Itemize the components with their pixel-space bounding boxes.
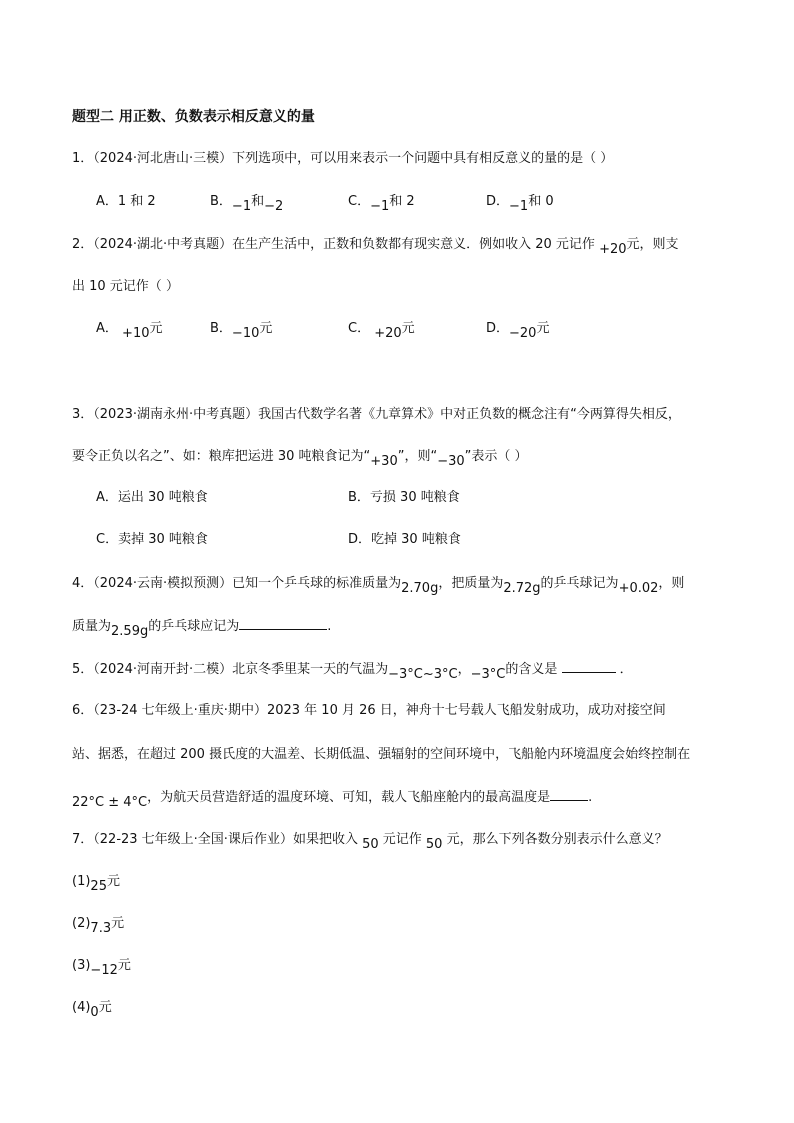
q3-option-b: B．亏损 30 吨粮食 xyxy=(348,490,460,505)
q1-option-d: D．−1和 0 xyxy=(486,194,554,214)
question-6-line-2: 站、据悉，在超过 200 摄氏度的大温差、长期低温、强辐射的空间环境中，飞船舱内环境温度会始终控制在 xyxy=(72,747,691,762)
question-4-line-2: 质量为2.59g的乒乓球应记为 . xyxy=(72,619,332,639)
answer-blank[interactable] xyxy=(239,617,327,630)
question-2-line-2: 出 10 元记作（ ） xyxy=(72,279,179,294)
section-title: 题型二 用正数、负数表示相反意义的量 xyxy=(72,109,315,125)
question-3-line-2: 要令正负以名之”、如：粮库把运进 30 吨粮食记为“+30”，则“−30”表示（ ） xyxy=(72,449,528,469)
q1-option-b: B．−1和−2 xyxy=(210,194,284,214)
question-3-line-1: 3．（2023·湖南永州·中考真题）我国古代数学名著《九章算术》中对正负数的概念注有“今两算得失相反， xyxy=(72,407,681,422)
answer-blank[interactable] xyxy=(550,788,588,801)
question-5: 5．（2024·河南开封·二模）北京冬季里某一天的气温为−3°C~3°C，−3°C的含义是 ． xyxy=(72,662,633,682)
q2-option-d: D．−20元 xyxy=(486,321,550,341)
question-6-line-3: 22°C ± 4°C，为航天员营造舒适的温度环境、可知，载人飞船座舱内的最高温度是 . xyxy=(72,790,593,810)
question-6-line-1: 6．（23-24 七年级上·重庆·期中）2023 年 10 月 26 日，神舟十七号载人飞船发射成功，成功对接空间 xyxy=(72,703,666,718)
q2-option-a: A． +10元 xyxy=(96,321,163,341)
q1-option-a: A．1 和 2 xyxy=(96,194,156,209)
question-2-line-1: 2．（2024·湖北·中考真题）在生产生活中，正数和负数都有现实意义．例如收入 20 元记作 +20元，则支 xyxy=(72,237,679,257)
q2-option-b: B．−10元 xyxy=(210,321,273,341)
q7-item-4: (4)0元 xyxy=(72,1000,112,1020)
q7-item-2: (2)7.3元 xyxy=(72,916,125,936)
q1-option-c: C．−1和 2 xyxy=(348,194,415,214)
question-1-stem: 1．（2024·河北唐山·三模）下列选项中，可以用来表示一个问题中具有相反意义的量的是（ ） xyxy=(72,151,614,166)
q3-option-a: A．运出 30 吨粮食 xyxy=(96,490,208,505)
answer-blank[interactable] xyxy=(562,660,616,673)
q7-item-1: (1)25元 xyxy=(72,874,120,894)
question-7-stem: 7．（22-23 七年级上·全国·课后作业）如果把收入 50 元记作 50 元，那么下列各数分别表示什么意义？ xyxy=(72,832,668,852)
q3-option-c: C．卖掉 30 吨粮食 xyxy=(96,532,208,547)
question-4-line-1: 4．（2024·云南·模拟预测）已知一个乒乓球的标准质量为2.70g，把质量为2.72g的乒乓球记为+0.02，则 xyxy=(72,576,685,596)
q2-option-c: C． +20元 xyxy=(348,321,415,341)
q7-item-3: (3)−12元 xyxy=(72,958,131,978)
q3-option-d: D．吃掉 30 吨粮食 xyxy=(348,532,461,547)
